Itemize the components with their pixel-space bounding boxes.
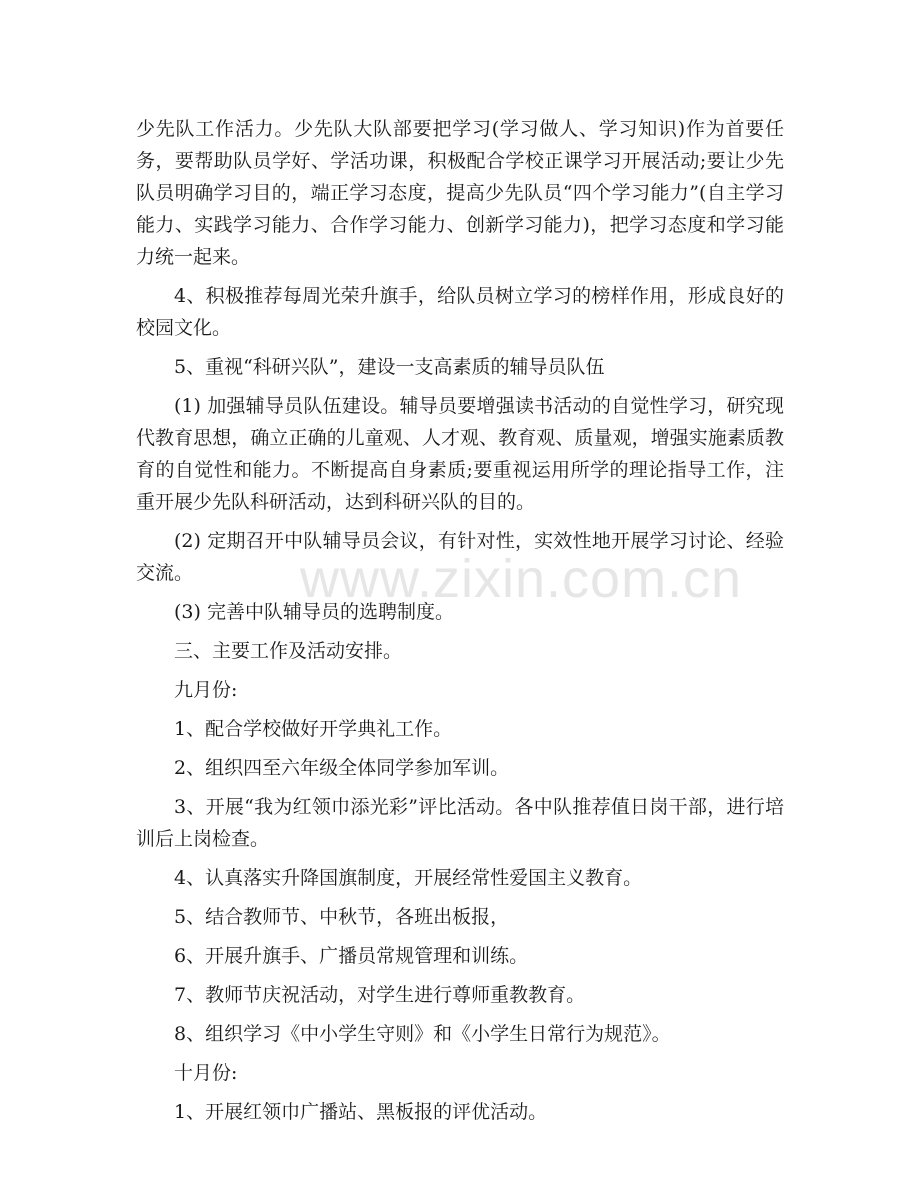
watermark: www.zixin.com.cn	[300, 549, 743, 609]
paragraph-subitem-3: (3) 完善中队辅导员的选聘制度。	[174, 601, 454, 623]
paragraph-subitem-1: (1) 加强辅导员队伍建设。辅导员要增强读书活动的自觉性学习，研究现代教育思想，确立正确的儿童观、人才观、教育观、质量观，增强实施素质教育的自觉性和能力。不断提高自身素质;要重视运用所学的理论指导工作，注重开展少先队科研活动，达到科研兴队的目的。	[136, 395, 784, 513]
list-item-sep-4: 4、认真落实升降国旗制度，开展经常性爱国主义教育。	[174, 867, 643, 889]
section-heading-schedule: 三、主要工作及活动安排。	[174, 640, 403, 662]
month-heading-september: 九月份:	[174, 679, 238, 701]
paragraph-continuation: 少先队工作活力。少先队大队部要把学习(学习做人、学习知识)作为首要任务，要帮助队员学好、学活功课，积极配合学校正课学习开展活动;要让少先队员明确学习目的，端正学习态度，提高少先队员“四个学习能力”(自主学习能力、实践学习能力、合作学习能力、创新学习能力)，把学习态度和学习能力统一起来。	[136, 118, 784, 268]
list-item-sep-8: 8、组织学习《中小学生守则》和《小学生日常行为规范》。	[174, 1023, 671, 1045]
list-item-sep-2: 2、组织四至六年级全体同学参加军训。	[174, 757, 510, 779]
list-item-sep-3: 3、开展“我为红领巾添光彩”评比活动。各中队推荐值日岗干部，进行培训后上岗检查。	[136, 796, 784, 850]
month-heading-october: 十月份:	[174, 1062, 238, 1084]
paragraph-item-5-heading: 5、重视“科研兴队”，建设一支高素质的辅导员队伍	[174, 356, 605, 378]
list-item-sep-5: 5、结合教师节、中秋节，各班出板报，	[174, 906, 510, 928]
list-item-sep-7: 7、教师节庆祝活动，对学生进行尊师重教教育。	[174, 984, 586, 1006]
document-body	[136, 113, 784, 1135]
paragraph-item-4: 4、积极推荐每周光荣升旗手，给队员树立学习的榜样作用，形成良好的校园文化。	[136, 285, 784, 339]
paragraph-subitem-2: (2) 定期召开中队辅导员会议，有针对性，实效性地开展学习讨论、经验交流。	[136, 530, 784, 584]
list-item-sep-6: 6、开展升旗手、广播员常规管理和训练。	[174, 945, 529, 967]
list-item-oct-1: 1、开展红领巾广播站、黑板报的评优活动。	[174, 1101, 548, 1123]
list-item-sep-1: 1、配合学校做好开学典礼工作。	[174, 718, 453, 740]
